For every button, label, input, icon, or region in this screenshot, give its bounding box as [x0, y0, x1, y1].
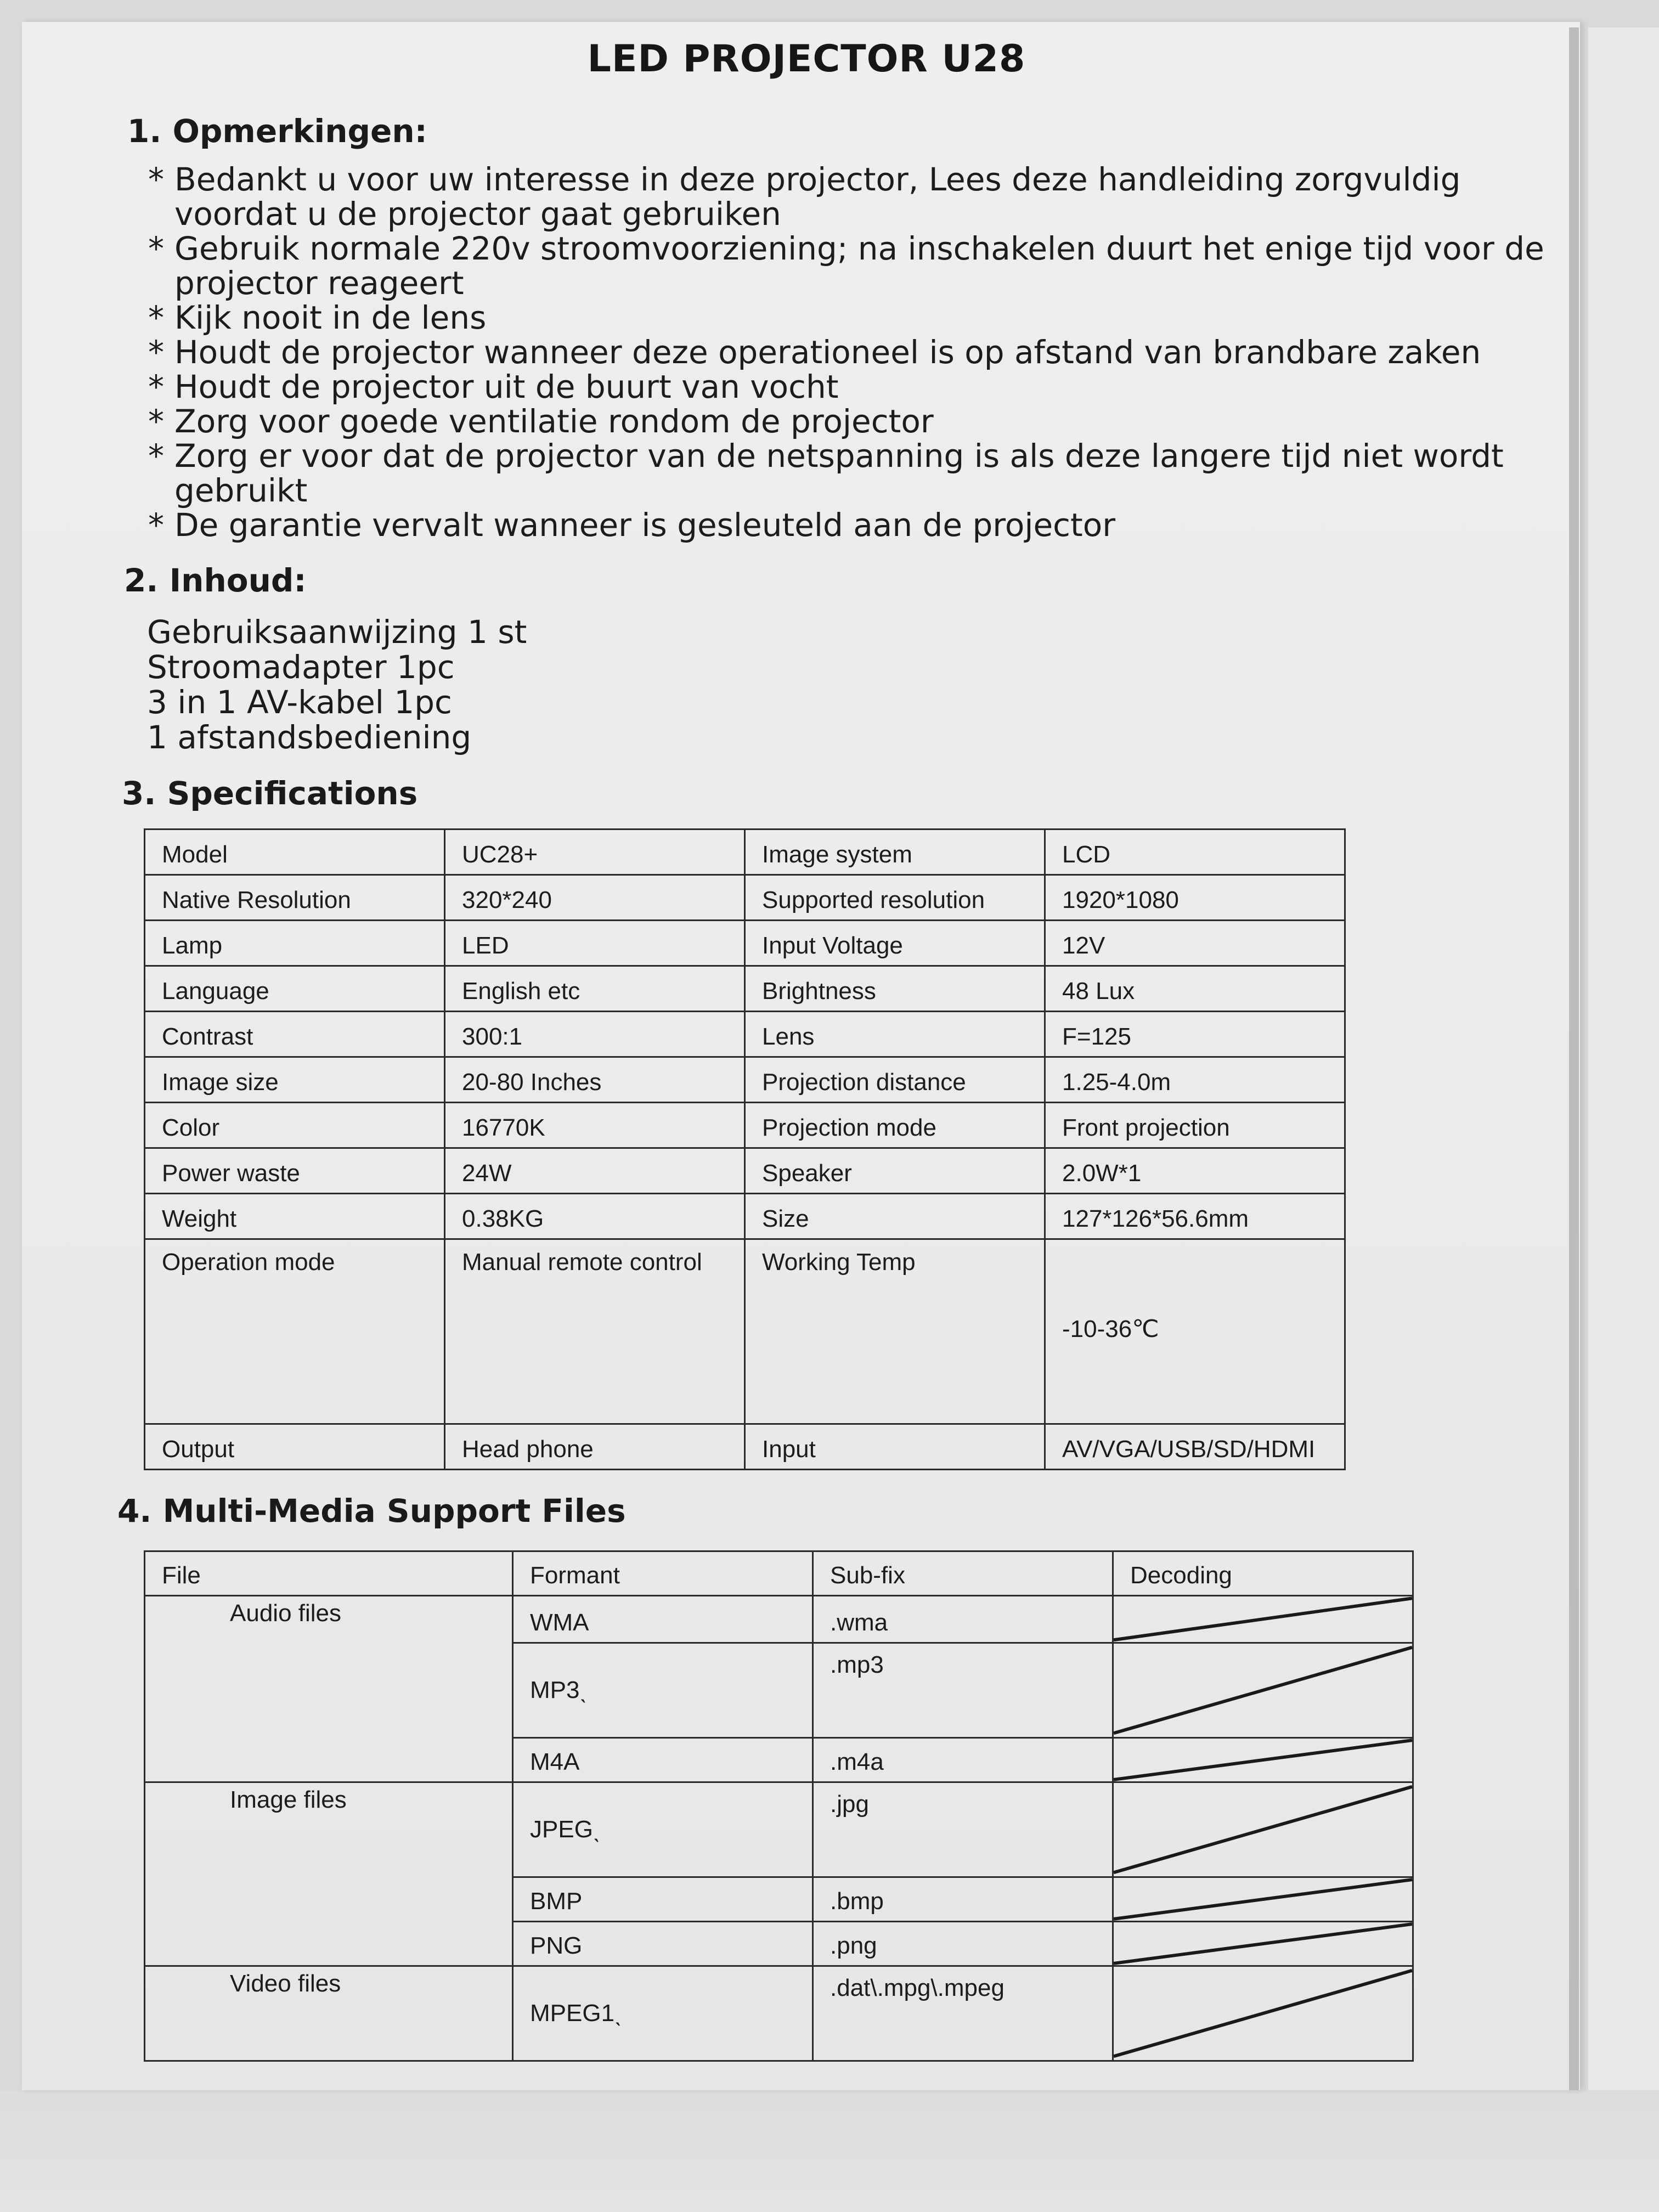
remarks-list	[148, 162, 1575, 543]
spec-label: Image size	[145, 1057, 445, 1103]
file-category-label: Video files	[145, 1966, 513, 2061]
spec-value: 1920*1080	[1045, 875, 1345, 921]
spec-label: Color	[145, 1103, 445, 1148]
table-row	[145, 1921, 1413, 1966]
section-heading-specifications: 3. Specifications	[122, 775, 418, 812]
subfix-cell: .bmp	[813, 1877, 1113, 1921]
spec-label: Projection distance	[745, 1057, 1045, 1103]
spec-value: 48 Lux	[1045, 966, 1345, 1012]
table-row	[145, 875, 1345, 921]
spec-label: Supported resolution	[745, 875, 1045, 921]
contents-item: Stroomadapter 1pc	[147, 648, 455, 686]
table-row	[145, 1239, 1345, 1424]
spec-label: Native Resolution	[145, 875, 445, 921]
remark-item: * Houdt de projector uit de buurt van vocht	[148, 370, 1575, 404]
table-row	[145, 1782, 1413, 1877]
format-cell: WMA	[513, 1596, 813, 1643]
spec-label: Lamp	[145, 921, 445, 966]
spec-value: UC28+	[445, 830, 745, 875]
remark-item: * Houdt de projector wanneer deze operationeel is op afstand van brandbare zaken	[148, 335, 1575, 370]
diagonal-strike-icon	[1114, 1878, 1412, 1921]
column-header-format: Formant	[513, 1551, 813, 1596]
spec-value: Manual remote control	[445, 1239, 745, 1424]
subfix-cell: .dat\.mpg\.mpeg	[813, 1966, 1113, 2061]
contents-item: Gebruiksaanwijzing 1 st	[147, 613, 527, 651]
column-header-file: File	[145, 1551, 513, 1596]
spec-label: Image system	[745, 830, 1045, 875]
spec-value: 0.38KG	[445, 1194, 745, 1239]
format-cell: M4A	[513, 1737, 813, 1782]
contents-item: 3 in 1 AV-kabel 1pc	[147, 684, 452, 721]
diagonal-strike-icon	[1114, 1922, 1412, 1965]
file-category-cell	[145, 1921, 513, 1966]
file-category-label: Audio files	[145, 1596, 513, 1643]
spec-value: LCD	[1045, 830, 1345, 875]
remark-item: * Kijk nooit in de lens	[148, 301, 1575, 335]
remark-item: * De garantie vervalt wanneer is gesleuteld aan de projector	[148, 508, 1575, 543]
diagonal-strike-icon	[1114, 1739, 1412, 1781]
remark-item: * Bedankt u voor uw interesse in deze projector, Lees deze handleiding zorgvuldig voordat u de projector gaat gebruiken	[148, 162, 1575, 232]
spec-value: 12V	[1045, 921, 1345, 966]
spec-value: English etc	[445, 966, 745, 1012]
document-title: LED PROJECTOR U28	[587, 37, 1026, 81]
spec-value: 16770K	[445, 1103, 745, 1148]
format-cell: PNG	[513, 1921, 813, 1966]
subfix-cell: .png	[813, 1921, 1113, 1966]
section-heading-media-files: 4. Multi-Media Support Files	[117, 1492, 626, 1530]
background-surface	[0, 2090, 1659, 2212]
spec-label: Power waste	[145, 1148, 445, 1194]
file-category-cell	[145, 1877, 513, 1921]
media-support-table	[144, 1550, 1414, 2062]
format-cell: MP3ˎ	[513, 1643, 813, 1737]
spec-label: Input Voltage	[745, 921, 1045, 966]
section-heading-remarks: 1. Opmerkingen:	[127, 112, 427, 150]
column-header-decoding: Decoding	[1113, 1551, 1413, 1596]
decoding-cell	[1113, 1966, 1413, 2061]
table-row	[145, 1148, 1345, 1194]
table-row	[145, 1012, 1345, 1057]
table-row	[145, 830, 1345, 875]
format-cell: JPEGˎ	[513, 1782, 813, 1877]
spec-label: Output	[145, 1424, 445, 1470]
spec-value: 320*240	[445, 875, 745, 921]
diagonal-strike-icon	[1114, 1783, 1412, 1876]
subfix-cell: .wma	[813, 1596, 1113, 1643]
decoding-cell	[1113, 1877, 1413, 1921]
decoding-cell	[1113, 1643, 1413, 1737]
spec-label: Operation mode	[145, 1239, 445, 1424]
table-row	[145, 1877, 1413, 1921]
remark-item: * Gebruik normale 220v stroomvoorziening; na inschakelen duurt het enige tijd voor de projector reageert	[148, 232, 1575, 301]
spec-label: Brightness	[745, 966, 1045, 1012]
spec-value: Head phone	[445, 1424, 745, 1470]
table-row	[145, 1424, 1345, 1470]
table-row	[145, 1057, 1345, 1103]
table-row	[145, 1194, 1345, 1239]
spec-value: AV/VGA/USB/SD/HDMI	[1045, 1424, 1345, 1470]
decoding-cell	[1113, 1782, 1413, 1877]
diagonal-strike-icon	[1114, 1967, 1412, 2060]
decoding-cell	[1113, 1596, 1413, 1643]
spec-value: F=125	[1045, 1012, 1345, 1057]
spec-value: 24W	[445, 1148, 745, 1194]
spec-value: LED	[445, 921, 745, 966]
spec-label: Projection mode	[745, 1103, 1045, 1148]
spec-label: Weight	[145, 1194, 445, 1239]
diagonal-strike-icon	[1114, 1644, 1412, 1737]
specifications-table	[144, 828, 1346, 1470]
spec-label: Lens	[745, 1012, 1045, 1057]
subfix-cell: .jpg	[813, 1782, 1113, 1877]
table-row	[145, 966, 1345, 1012]
spec-value: 20-80 Inches	[445, 1057, 745, 1103]
spec-value: Front projection	[1045, 1103, 1345, 1148]
spec-label: Input	[745, 1424, 1045, 1470]
table-row	[145, 1643, 1413, 1737]
diagonal-strike-icon	[1114, 1596, 1412, 1642]
subfix-cell: .m4a	[813, 1737, 1113, 1782]
column-header-subfix: Sub-fix	[813, 1551, 1113, 1596]
table-row	[145, 921, 1345, 966]
spec-label: Working Temp	[745, 1239, 1045, 1424]
adjacent-page	[1588, 27, 1659, 2090]
table-row	[145, 1103, 1345, 1148]
spec-label: Model	[145, 830, 445, 875]
contents-list	[147, 614, 527, 755]
spec-value: 127*126*56.6mm	[1045, 1194, 1345, 1239]
file-category-cell	[145, 1643, 513, 1737]
remark-item: * Zorg voor goede ventilatie rondom de projector	[148, 404, 1575, 439]
format-cell: BMP	[513, 1877, 813, 1921]
decoding-cell	[1113, 1921, 1413, 1966]
file-category-label: Image files	[145, 1782, 513, 1877]
spec-label: Language	[145, 966, 445, 1012]
table-header-row	[145, 1551, 1413, 1596]
section-heading-contents: 2. Inhoud:	[124, 562, 307, 599]
subfix-cell: .mp3	[813, 1643, 1113, 1737]
table-row	[145, 1966, 1413, 2061]
spec-label: Size	[745, 1194, 1045, 1239]
decoding-cell	[1113, 1737, 1413, 1782]
spec-value: 1.25-4.0m	[1045, 1057, 1345, 1103]
spec-value: 300:1	[445, 1012, 745, 1057]
spec-label: Speaker	[745, 1148, 1045, 1194]
spec-value: -10-36℃	[1045, 1239, 1345, 1424]
table-row	[145, 1596, 1413, 1643]
table-row	[145, 1737, 1413, 1782]
spec-value: 2.0W*1	[1045, 1148, 1345, 1194]
spec-label: Contrast	[145, 1012, 445, 1057]
contents-item: 1 afstandsbediening	[147, 719, 472, 756]
remark-item: * Zorg er voor dat de projector van de netspanning is als deze langere tijd niet wordt gebruikt	[148, 439, 1575, 508]
file-category-cell	[145, 1737, 513, 1782]
format-cell: MPEG1ˎ	[513, 1966, 813, 2061]
